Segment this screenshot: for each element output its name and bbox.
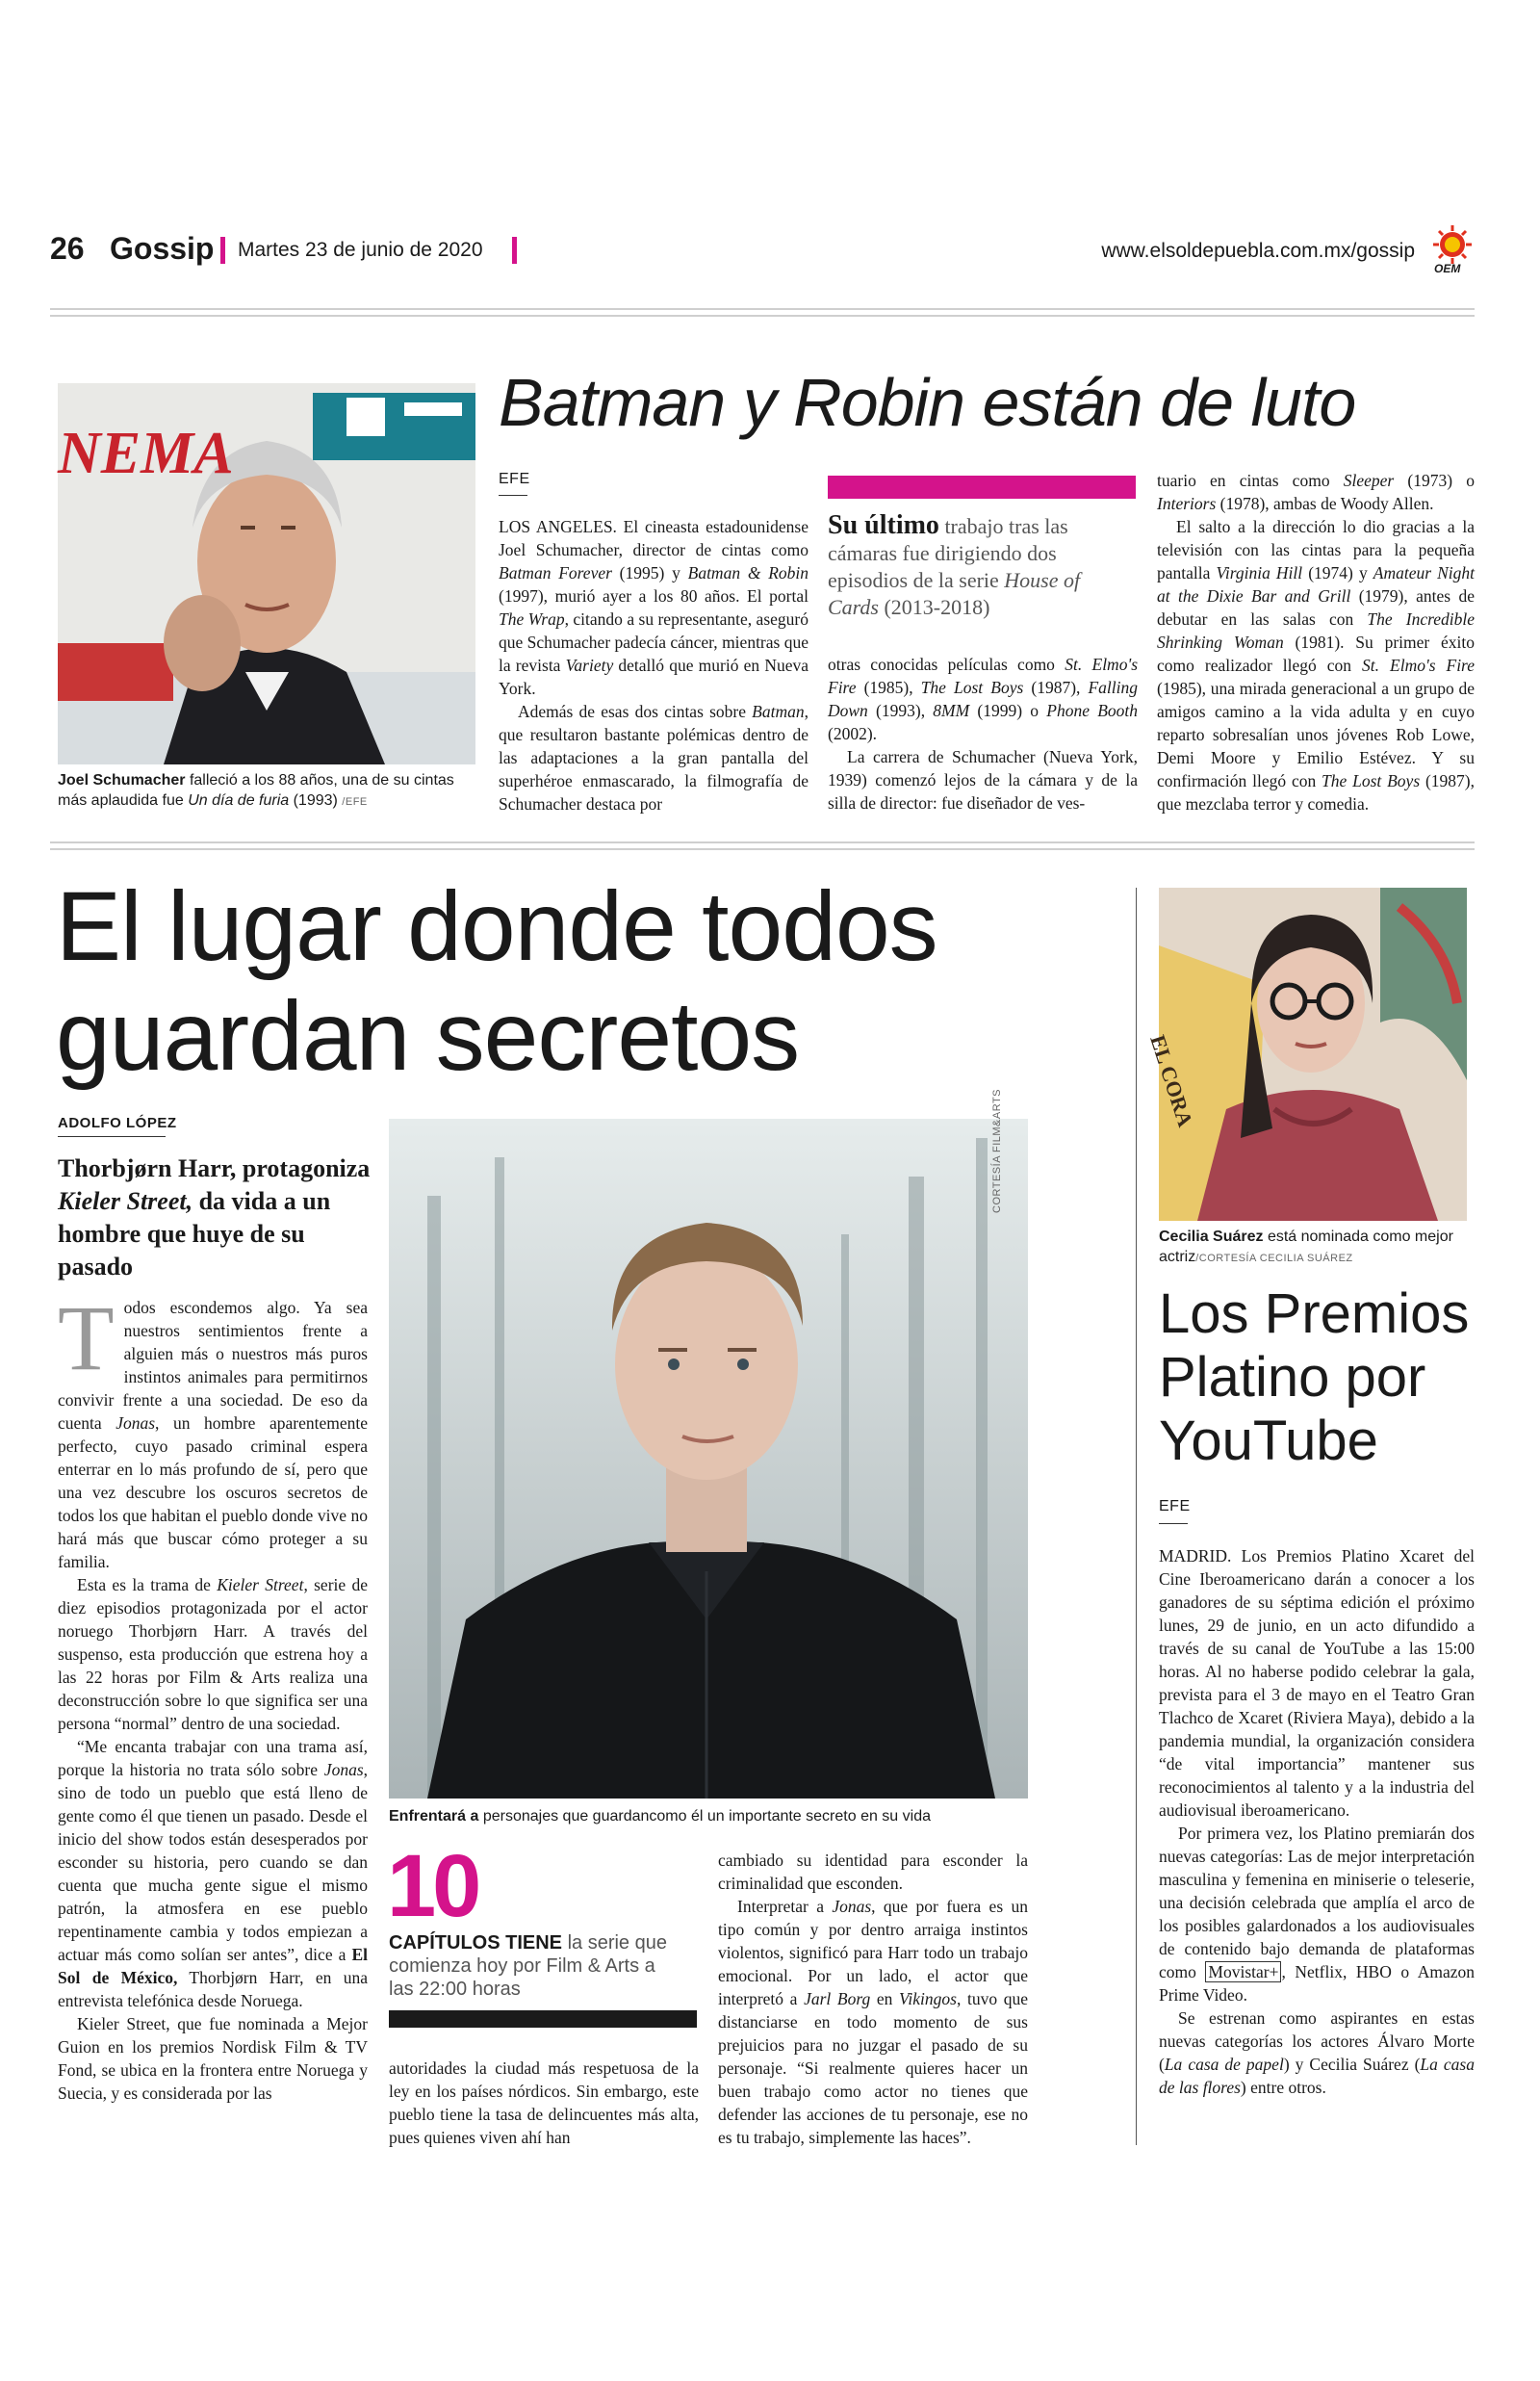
oem-logo <box>1430 225 1475 275</box>
paragraph: Interpretar a Jonas, que por fuera es un tipo común y por dentro arraiga instintos violentos, significó para Harr todo un trabajo emocional. Por un lado, el actor que interpretó a Jarl Borg en Vikingos, tuvo que distanciarse en todo momento de sus prejuicios para no juzgar el pasado de su personaje. “Si realmente quieres hacer un buen trabajo como actor no tienes que defender las acciones de tu personaje, ese no es tu trabajo, simplemente las haces”. <box>718 1897 1028 2147</box>
column-divider <box>1136 888 1137 2145</box>
photo-credit: /EFE <box>342 796 368 808</box>
suarez-photo <box>1145 888 1467 1221</box>
schumacher-photo <box>58 383 475 764</box>
paragraph: tuario en cintas como Sleeper (1973) o Interiors (1978), ambas de Woody Allen. <box>1157 471 1475 513</box>
suarez-caption: Cecilia Suárez está nominada como mejor actriz/CORTESÍA CECILIA SUÁREZ <box>1159 1229 1453 1265</box>
story1-column-2 <box>828 653 1138 815</box>
dropcap: T <box>58 1286 115 1389</box>
story1-headline: Batman y Robin están de luto <box>499 365 1356 440</box>
story3-agency: EFE <box>1159 1498 1191 1514</box>
paragraph: MADRID. Los Premios Platino Xcaret del Cine Iberoamericano darán a conocer a los ganadores de su séptima edición el próximo lunes, 29 de junio, en un acto difundido a través de su canal de YouTube a las 15:00 horas. Al no haberse podido celebrar la gala, prevista para el 3 de mayo en el Teatro Gran Tlachco de Xcaret (Riviera Maya), debido a la pandemia mundial, la organización considera “de vital importancia” mantener sus reconocimientos al talento y a la industria del audiovisual iberoamericano. <box>1159 1546 1475 1820</box>
page-header <box>50 231 1475 275</box>
story2-column-3 <box>718 1849 1028 2149</box>
paragraph: Kieler Street, que fue nominada a Mejor Guion en los premios Nordisk Film & TV Fond, se ubica en la frontera entre Noruega y Suecia, y es considerada por las <box>58 2014 368 2103</box>
photo-sign-text: NEMA <box>58 421 234 486</box>
harr-photo-credit: CORTESÍA FILM&ARTS <box>991 1088 1003 1213</box>
oem-logo-text: OEM <box>1434 262 1461 275</box>
harr-caption: Enfrentará a personajes que guardancomo él un importante secreto en su vida <box>389 1808 931 1825</box>
story2-column-2 <box>389 2057 699 2149</box>
pullquote-bar <box>828 476 1136 499</box>
paragraph: otras conocidas películas como St. Elmo's Fire (1985), The Lost Boys (1987), Falling Down (1993), 8MM (1999) o Phone Booth (2002). <box>828 655 1139 743</box>
boxed-brand: Movistar+ <box>1205 1961 1281 1982</box>
schumacher-caption: Joel Schumacher falleció a los 88 años, una de su cintas más aplaudida fue Un día de furia (1993) /EFE <box>58 772 454 809</box>
header-rule <box>50 308 1475 317</box>
paragraph: El salto a la dirección lo dio gracias a la televisión con las cintas para la pequeña pantalla Virginia Hill (1974) y Amateur Night at the Dixie Bar and Grill (1979), antes de debutar en las salas con The Incredible Shrinking Woman (1981). Su primer éxito como realizador llegó con St. Elmo's Fire (1985), una mirada generacional a un grupo de amigos camino a la vida adulta y en cuyo reparto sobresalían unos jóvenes Rob Lowe, Demi Moore y Emilio Estévez. Y su confirmación llegó con The Lost Boys (1987), que mezclaba terror y comedia. <box>1157 517 1476 814</box>
story2-deck: Thorbjørn Harr, protagoniza Kieler Street, da vida a un hombre que huye de su pasado <box>58 1154 371 1281</box>
photo-credit: /CORTESÍA CECILIA SUÁREZ <box>1195 1253 1353 1264</box>
story3-headline: Los Premios Platino por YouTube <box>1159 1282 1470 1472</box>
agency-rule <box>499 495 527 496</box>
paragraph: autoridades la ciudad más respetuosa de la ley en los países nórdicos. Sin embargo, este pueblo tiene la tasa de delincuentes más alta, pues quienes viven ahí han <box>389 2058 699 2147</box>
byline: ADOLFO LÓPEZ <box>58 1115 177 1131</box>
harr-photo <box>389 1119 1028 1799</box>
header-divider <box>220 237 225 264</box>
stat-number: 10 <box>387 1837 478 1935</box>
paragraph: Por primera vez, los Platino premiarán dos nuevas categorías: Las de mejor interpretación masculina y femenina en miniserie o teleserie, una decisión celebrada que amplía el arco de los posibles galardonados a los audiovisuales de contenido bajo demanda de plataformas como Movistar+ , Netflix, HBO o Amazon Prime Video. <box>1159 1824 1475 2005</box>
story2-headline: El lugar donde todos guardan secretos <box>56 871 937 1091</box>
photo-sign-text: EL CORA <box>1145 1032 1198 1130</box>
issue-date: Martes 23 de junio de 2020 <box>238 239 483 261</box>
agency-rule <box>1159 1523 1188 1524</box>
story3-column <box>1159 1544 1475 2099</box>
byline-rule <box>58 1136 166 1137</box>
paragraph: Se estrenan como aspirantes en estas nuevas categorías los actores Álvaro Morte (La casa de papel) y Cecilia Suárez (La casa de las flores) entre otros. <box>1159 2008 1475 2097</box>
paragraph: cambiado su identidad para esconder la criminalidad que esconden. <box>718 1850 1028 1893</box>
stat-text: CAPÍTULOS TIENE la serie que comienza hoy por Film & Arts a las 22:00 horas <box>389 1932 667 2000</box>
page-number: 26 <box>50 231 85 266</box>
paragraph: Esta es la trama de Kieler Street, serie de diez episodios protagonizada por el actor noruego Thorbjørn Harr. A través del suspenso, esta producción que estrena hoy a las 22 horas por Film & Arts realiza una deconstrucción sobre lo que significa ser una persona “normal” dentro de una sociedad. <box>58 1575 368 1733</box>
section-name: Gossip <box>110 231 215 266</box>
pullquote: Su último trabajo tras las cámaras fue dirigiendo dos episodios de la serie House of Cards (2013-2018) <box>828 510 1081 619</box>
stat-rule <box>389 2010 697 2028</box>
paragraph: Todos escondemos algo. Ya sea nuestros sentimientos frente a alguien más o nuestros más puros instintos animales para permitirnos convivir frente a una sociedad. De eso da cuenta Jonas, un hombre aparentemente perfecto, cuyo pasado criminal espera enterrar en lo más profundo de sí, pero que una vez descubre los oscuros secretos de todos los que habitan el pueblo donde vive no hará más que buscar cómo proteger a su familia. <box>58 1286 368 1571</box>
site-url[interactable]: www.elsoldepuebla.com.mx/gossip <box>1101 240 1415 262</box>
story2-column-1 <box>58 1286 368 2105</box>
story1-column-3 <box>1157 469 1475 815</box>
story1-agency: EFE <box>499 471 530 487</box>
header-divider <box>512 237 517 264</box>
paragraph: LOS ANGELES. El cineasta estadounidense Joel Schumacher, director de cintas como Batman Forever (1995) y Batman & Robin (1997), murió ayer a los 80 años. El portal The Wrap, citando a su representante, aseguró que Schumacher padecía cáncer, mientras que la revista Variety detalló que murió en Nueva York. <box>499 517 809 698</box>
paragraph: Además de esas dos cintas sobre Batman, que resultaron bastante polémicas dentro de las adaptaciones a la gran pantalla del superhéroe enmascarado, la filmografía de Schumacher destaca por <box>499 702 808 814</box>
story1-column-1 <box>499 515 808 815</box>
caption-name: Joel Schumacher <box>58 772 186 789</box>
section-rule <box>50 841 1475 850</box>
paragraph: La carrera de Schumacher (Nueva York, 1939) comenzó lejos de la cámara y de la silla de director: fue diseñador de ves- <box>828 747 1138 813</box>
paragraph: “Me encanta trabajar con una trama así, porque la historia no trata sólo sobre Jonas, sino de todo un pueblo que está lleno de gente como él que tienen un pasado. Desde el inicio del show todos están desesperados por esconder su historia, pero cuando se dan cuenta que mucha gente sigue el mismo patrón, la atmosfera en ese pueblo repentinamente cambia y todos empiezan a actuar más como solían ser antes”, dice a El Sol de México, Thorbjørn Harr, en una entrevista telefónica desde Noruega. <box>58 1737 368 2010</box>
